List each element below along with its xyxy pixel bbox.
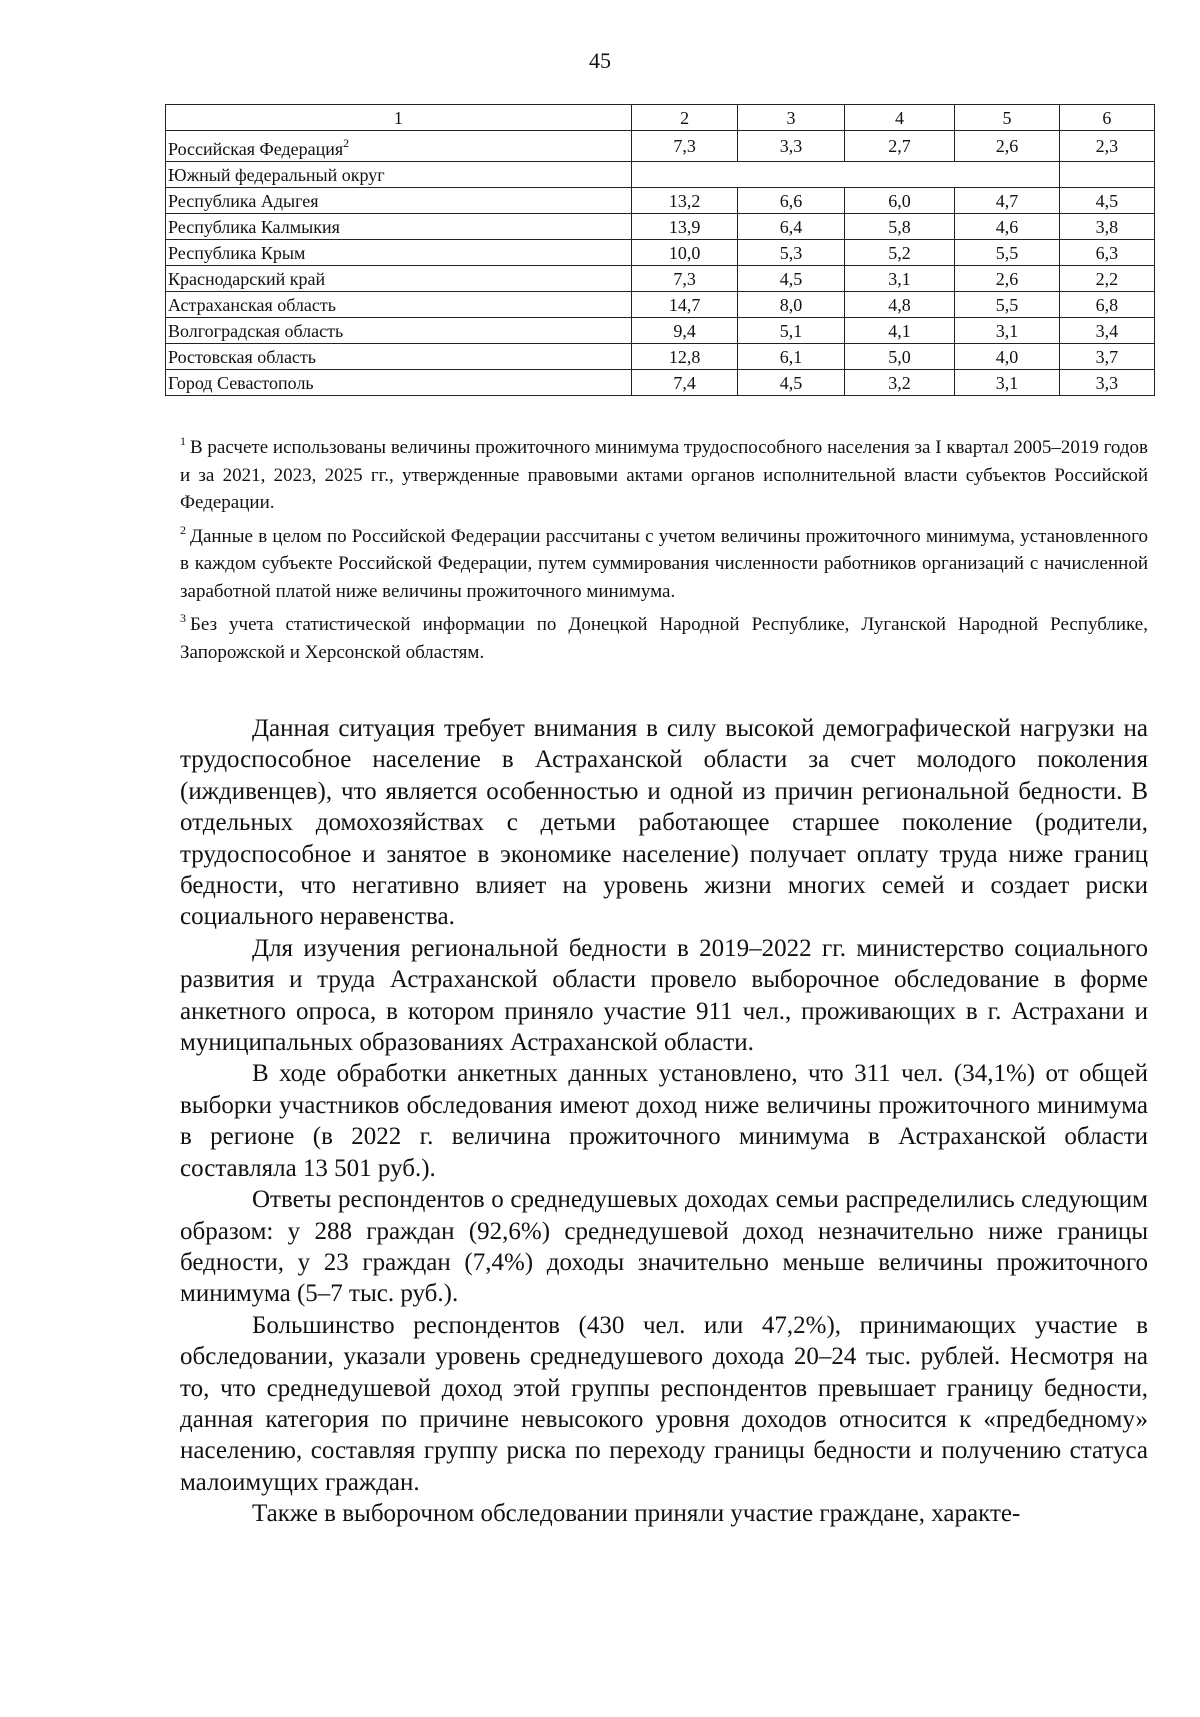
value-cell: 3,1 — [955, 370, 1059, 396]
region-name-cell — [166, 214, 632, 240]
value-cell: 4,6 — [955, 214, 1059, 240]
value-cell: 4,5 — [738, 370, 844, 396]
poverty-table — [165, 104, 1155, 396]
region-name-cell — [166, 370, 632, 396]
value-cell: 4,1 — [844, 318, 955, 344]
footnote-mark: 2 — [180, 522, 186, 537]
value-cell: 5,5 — [955, 240, 1059, 266]
column-header: 6 — [1059, 105, 1154, 131]
footnote — [180, 605, 1148, 666]
value-cell: 4,7 — [955, 188, 1059, 214]
region-name: Краснодарский край — [168, 268, 326, 289]
region-name-cell — [166, 188, 632, 214]
value-cell: 3,2 — [844, 370, 955, 396]
footnote-mark: 1 — [180, 434, 186, 448]
table-row — [166, 214, 1155, 240]
region-name-cell — [166, 162, 632, 188]
region-name: Ростовская область — [168, 346, 316, 367]
value-cell: 3,3 — [738, 131, 844, 162]
value-cell: 7,3 — [631, 266, 737, 292]
region-name: Волгоградская область — [168, 320, 344, 341]
region-name: Республика Калмыкия — [168, 216, 340, 237]
value-cell — [955, 162, 1059, 188]
footnotes — [180, 428, 1148, 666]
value-cell: 3,4 — [1059, 318, 1154, 344]
table-header-row — [166, 105, 1155, 131]
value-cell: 3,8 — [1059, 214, 1154, 240]
value-cell: 13,2 — [631, 188, 737, 214]
value-cell: 4,5 — [738, 266, 844, 292]
paragraph: В ходе обработки анкетных данных установлено, что 311 чел. (34,1%) от общей выборки участников обследования имеют доход ниже величины прожиточного минимума в регионе (в 2022 г. величина прожиточного минимума в Астраханской области составляла 13 501 руб.). — [180, 1060, 1148, 1182]
value-cell: 6,4 — [738, 214, 844, 240]
footnote — [180, 517, 1148, 606]
table-row — [166, 266, 1155, 292]
value-cell: 6,1 — [738, 344, 844, 370]
value-cell: 7,4 — [631, 370, 737, 396]
paragraph: Ответы респондентов о среднедушевых доходах семьи распределились следующим образом: у 288 граждан (92,6%) среднедушевой доход незначительно ниже границы бедности, у 23 граждан (7,4%) доходы значительно меньше величины прожиточного минимума (5–7 тыс. руб.). — [180, 1186, 1148, 1308]
value-cell: 6,8 — [1059, 292, 1154, 318]
table-row — [166, 370, 1155, 396]
footnote-text: Данные в целом по Российской Федерации рассчитаны с учетом величины прожиточного минимума, установленного в каждом субъекте Российской Федерации, путем суммирования численности работников организаций с начисленной заработной платой ниже величины прожиточного минимума. — [180, 525, 1148, 602]
value-cell: 6,6 — [738, 188, 844, 214]
region-name-cell — [166, 318, 632, 344]
footnote — [180, 428, 1148, 517]
value-cell: 6,0 — [844, 188, 955, 214]
region-name-cell — [166, 266, 632, 292]
value-cell: 6,3 — [1059, 240, 1154, 266]
footnote-text: Без учета статистической информации по Донецкой Народной Республике, Луганской Народной Республике, Запорожской и Херсонской областям. — [180, 614, 1148, 663]
value-cell: 5,3 — [738, 240, 844, 266]
table-row — [166, 318, 1155, 344]
paragraph: Большинство респондентов (430 чел. или 47,2%), принимающих участие в обследовании, указали уровень среднедушевого дохода 20–24 тыс. рублей. Несмотря на то, что среднедушевой доход этой группы респондентов превышает границу бедности, данная категория по причине невысокого уровня доходов относится к «предбедному» населению, составляя группу риска по переходу границы бедности и получению статуса малоимущих граждан. — [180, 1311, 1148, 1496]
value-cell: 5,1 — [738, 318, 844, 344]
value-cell — [844, 162, 955, 188]
value-cell: 5,0 — [844, 344, 955, 370]
value-cell: 4,8 — [844, 292, 955, 318]
footnote-text: В расчете использованы величины прожиточного минимума трудоспособного населения за I квартал 2005–2019 годов и за 2021, 2023, 2025 гг., утвержденные правовыми актами органов исполнительной власти субъектов Российской Федерации. — [180, 437, 1148, 513]
region-name: Российская Федерация — [168, 139, 344, 159]
value-cell: 5,2 — [844, 240, 955, 266]
value-cell: 3,1 — [844, 266, 955, 292]
column-header: 3 — [738, 105, 844, 131]
region-name: Астраханская область — [168, 294, 336, 315]
value-cell: 2,6 — [955, 266, 1059, 292]
value-cell: 7,3 — [631, 131, 737, 162]
table-row — [166, 344, 1155, 370]
value-cell: 9,4 — [631, 318, 737, 344]
paragraph: Также в выборочном обследовании приняли участие граждане, характе- — [252, 1500, 1021, 1528]
table-row — [166, 131, 1155, 162]
region-name-cell — [166, 344, 632, 370]
footnote-reference: 2 — [343, 136, 350, 150]
column-header: 5 — [955, 105, 1059, 131]
value-cell: 5,5 — [955, 292, 1059, 318]
table-row — [166, 188, 1155, 214]
table-row — [166, 162, 1155, 188]
footnote-mark: 3 — [180, 611, 186, 625]
region-name-cell — [166, 131, 632, 162]
value-cell: 2,2 — [1059, 266, 1154, 292]
value-cell: 2,3 — [1059, 131, 1154, 162]
region-name-cell — [166, 240, 632, 266]
value-cell: 8,0 — [738, 292, 844, 318]
value-cell: 10,0 — [631, 240, 737, 266]
value-cell: 4,5 — [1059, 188, 1154, 214]
region-name: Республика Крым — [168, 242, 306, 263]
value-cell: 2,6 — [955, 131, 1059, 162]
value-cell: 13,9 — [631, 214, 737, 240]
column-header: 4 — [844, 105, 955, 131]
region-name-cell — [166, 292, 632, 318]
region-name: Город Севастополь — [168, 372, 314, 393]
value-cell: 3,3 — [1059, 370, 1154, 396]
value-cell: 3,7 — [1059, 344, 1154, 370]
value-cell: 14,7 — [631, 292, 737, 318]
region-name: Республика Адыгея — [168, 190, 319, 211]
value-cell — [738, 162, 844, 188]
column-header: 2 — [631, 105, 737, 131]
value-cell — [1059, 162, 1154, 188]
body-text — [180, 713, 1148, 1530]
value-cell: 2,7 — [844, 131, 955, 162]
paragraph: Данная ситуация требует внимания в силу высокой демографической нагрузки на трудоспособное население в Астраханской области за счет молодого поколения (иждивенцев), что является особенностью и одной из причин региональной бедности. В отдельных домохозяйствах с детьми работающее старшее поколение (родители, трудоспособное и занятое в экономике население) получает оплату труда ниже границ бедности, что негативно влияет на уровень жизни многих семей и создает риски социального неравенства. — [180, 715, 1148, 931]
value-cell — [631, 162, 737, 188]
column-header: 1 — [166, 105, 632, 131]
page-number: 45 — [589, 48, 611, 73]
region-name: Южный федеральный округ — [168, 164, 385, 185]
value-cell: 12,8 — [631, 344, 737, 370]
table-row — [166, 292, 1155, 318]
value-cell: 4,0 — [955, 344, 1059, 370]
value-cell: 5,8 — [844, 214, 955, 240]
paragraph: Для изучения региональной бедности в 2019–2022 гг. министерство социального развития и труда Астраханской области провело выборочное обследование в форме анкетного опроса, в котором приняло участие 911 чел., проживающих в г. Астрахани и муниципальных образованиях Астраханской области. — [180, 934, 1148, 1057]
table-row — [166, 240, 1155, 266]
value-cell: 3,1 — [955, 318, 1059, 344]
